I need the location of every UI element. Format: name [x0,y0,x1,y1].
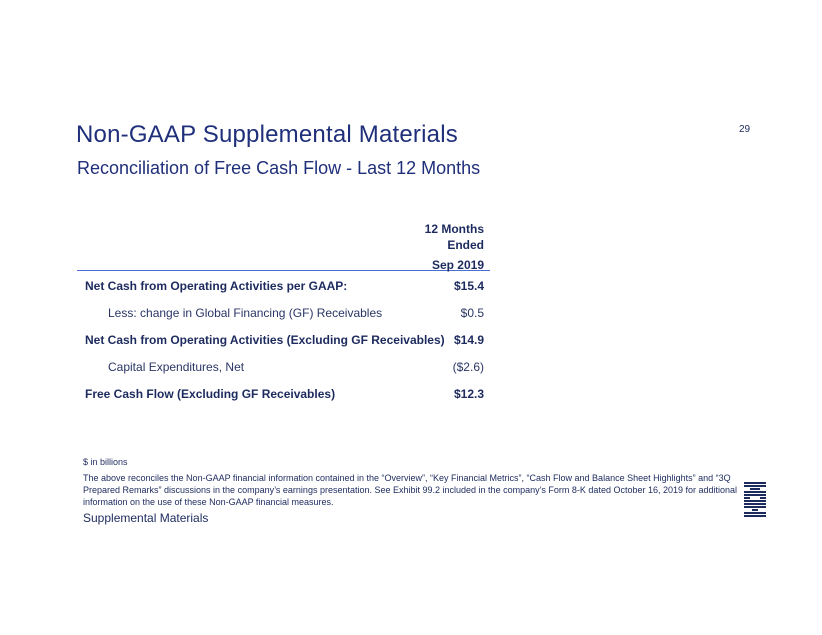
page-number: 29 [739,124,751,135]
row-label: Net Cash from Operating Activities per GAAP: [85,279,348,293]
table-row [77,300,490,327]
row-value: ($2.6) [452,360,484,374]
row-label: Net Cash from Operating Activities (Excluding GF Receivables) [85,333,445,347]
table-row [77,273,490,300]
row-label: Free Cash Flow (Excluding GF Receivables) [85,387,336,401]
row-label: Less: change in Global Financing (GF) Receivables [108,306,383,320]
page-title: Non-GAAP Supplemental Materials [76,121,458,148]
column-header-line1: 12 Months [424,222,484,236]
column-header-line2: Ended [447,238,484,252]
page-subtitle: Reconciliation of Free Cash Flow - Last 12 Months [77,158,481,178]
row-label: Capital Expenditures, Net [108,360,245,374]
units-note: $ in billions [83,457,128,467]
row-value: $12.3 [453,387,484,401]
footnote: The above reconciles the Non-GAAP financial information contained in the “Overview”, “Key Financial Metrics”, “Cash Flow and Balance Sheet Highlights” and “3Q Prepared Remarks” discussions in the company’s earnings presentation. See Exhibit 99.2 included in the company’s Form 8-K dated October 16, 2019 for additional information on the use of these Non-GAAP financial measures. [83,473,738,507]
table-header [77,220,490,271]
column-header-line3: Sep 2019 [431,258,484,272]
table-row [77,327,490,354]
row-value: $0.5 [460,306,484,320]
column-header [425,221,484,273]
section-label: Supplemental Materials [83,511,209,525]
table-row [77,381,490,408]
ibm-logo-icon [742,480,768,520]
row-value: $14.9 [453,333,484,347]
reconciliation-table [77,220,490,408]
row-value: $15.4 [453,279,484,293]
table-row [77,354,490,381]
